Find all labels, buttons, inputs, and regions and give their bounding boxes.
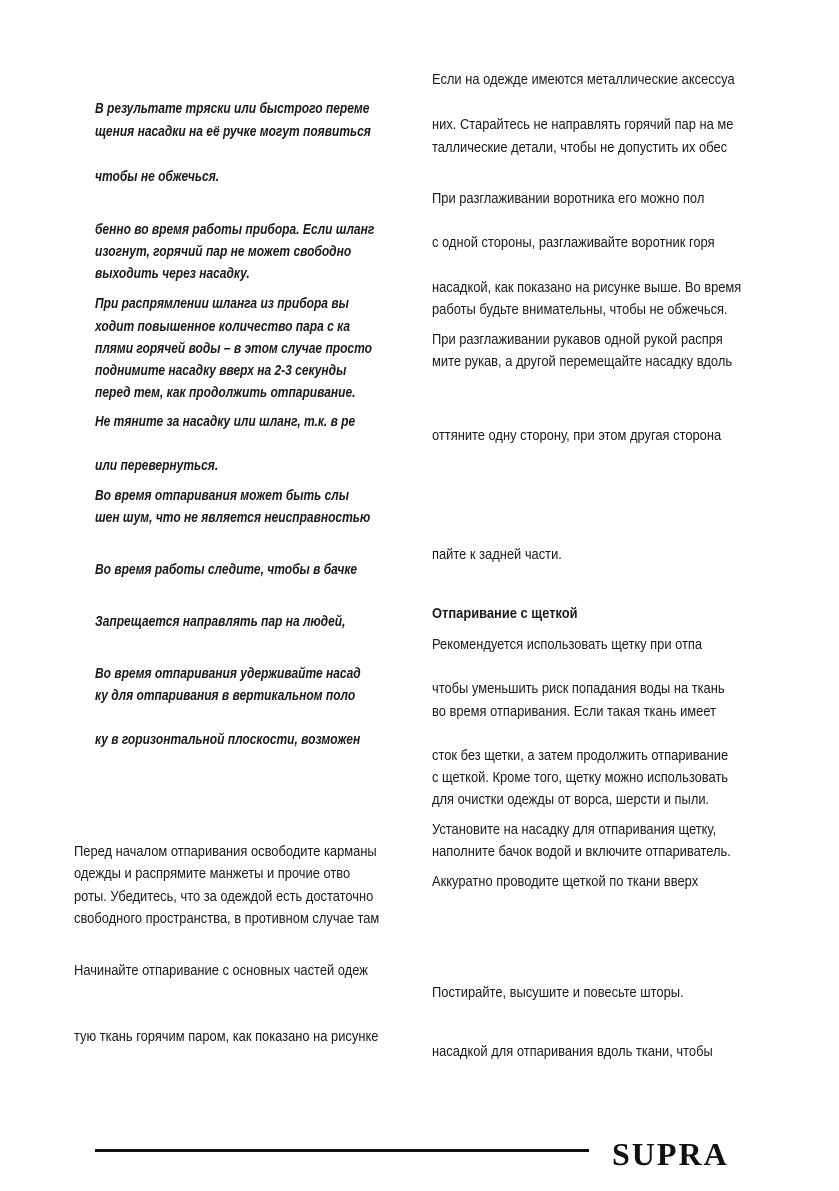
left-text-line: Во время работы следите, чтобы в бачке	[95, 561, 358, 578]
left-text-line: ку для отпаривания в вертикальном поло	[95, 687, 356, 704]
left-text-line: роты. Убедитесь, что за одеждой есть достаточно	[74, 888, 374, 905]
right-text-line: насадкой, как показано на рисунке выше. Во время	[432, 279, 742, 296]
right-text-line: с щеткой. Кроме того, щетку можно использовать	[432, 769, 729, 786]
footer-rule	[95, 1149, 589, 1152]
left-text-line: ходит повышенное количество пара с ка	[95, 318, 351, 335]
right-text-line: Постирайте, высушите и повесьте шторы.	[432, 984, 684, 1001]
left-text-line: Перед началом отпаривания освободите карманы	[74, 843, 377, 860]
brand-logo: SUPRA	[612, 1136, 729, 1172]
right-text-line: с одной стороны, разглаживайте воротник горя	[432, 234, 715, 251]
right-text-line: наполните бачок водой и включите отпариватель.	[432, 843, 731, 860]
right-text-line: Установите на насадку для отпаривания щетку,	[432, 821, 717, 838]
left-text-line: свободного пространства, в противном случае там	[74, 910, 380, 927]
section-heading: Отпаривание с щеткой	[432, 605, 578, 622]
left-text-line: изогнут, горячий пар не может свободно	[95, 243, 352, 260]
right-text-line: для очистки одежды от ворса, шерсти и пыли.	[432, 791, 710, 808]
right-text-line: Если на одежде имеются металлические аксессуа	[432, 71, 735, 88]
left-text-line: плями горячей воды – в этом случае просто	[95, 340, 372, 357]
left-text-line: поднимите насадку вверх на 2-3 секунды	[95, 362, 347, 379]
right-text-line: мите рукав, а другой перемещайте насадку вдоль	[432, 353, 733, 370]
left-text-line: Начинайте отпаривание с основных частей одеж	[74, 962, 368, 979]
right-text-line: При разглаживании рукавов одной рукой распря	[432, 331, 723, 348]
left-text-line: чтобы не обжечься.	[95, 168, 220, 185]
left-text-line: тую ткань горячим паром, как показано на рисунке	[74, 1028, 379, 1045]
left-text-line: При распрямлении шланга из прибора вы	[95, 295, 349, 312]
right-text-line: Аккуратно проводите щеткой по ткани вверх	[432, 873, 699, 890]
right-text-line: сток без щетки, а затем продолжить отпаривание	[432, 747, 729, 764]
left-text-line: перед тем, как продолжить отпаривание.	[95, 384, 356, 401]
left-text-line: Запрещается направлять пар на людей,	[95, 613, 346, 630]
right-text-line: Рекомендуется использовать щетку при отпа	[432, 636, 703, 653]
right-text-line: чтобы уменьшить риск попадания воды на ткань	[432, 680, 725, 697]
left-text-line: Во время отпаривания удерживайте насад	[95, 665, 361, 682]
right-text-line: При разглаживании воротника его можно пол	[432, 190, 705, 207]
left-text-line: выходить через насадку.	[95, 265, 250, 282]
left-text-line: ку в горизонтальной плоскости, возможен	[95, 731, 361, 748]
left-text-line: Во время отпаривания может быть слы	[95, 487, 350, 504]
left-text-line: щения насадки на её ручке могут появиться	[95, 123, 371, 140]
left-text-line: бенно во время работы прибора. Если шланг	[95, 221, 375, 238]
left-text-line: одежды и распрямите манжеты и прочие отво	[74, 865, 351, 882]
left-text-line: шен шум, что не является неисправностью	[95, 509, 371, 526]
right-text-line: насадкой для отпаривания вдоль ткани, чтобы	[432, 1043, 713, 1060]
left-text-line: Не тяните за насадку или шланг, т.к. в ре	[95, 413, 356, 430]
right-text-line: оттяните одну сторону, при этом другая сторона	[432, 427, 722, 444]
right-text-line: пайте к задней части.	[432, 546, 562, 563]
left-text-line: В результате тряски или быстрого переме	[95, 100, 370, 117]
right-text-line: таллические детали, чтобы не допустить их обес	[432, 139, 728, 156]
right-text-line: во время отпаривания. Если такая ткань имеет	[432, 703, 717, 720]
right-text-line: них. Старайтесь не направлять горячий пар на ме	[432, 116, 734, 133]
right-text-line: работы будьте внимательны, чтобы не обжечься.	[432, 301, 728, 318]
left-text-line: или перевернуться.	[95, 457, 219, 474]
